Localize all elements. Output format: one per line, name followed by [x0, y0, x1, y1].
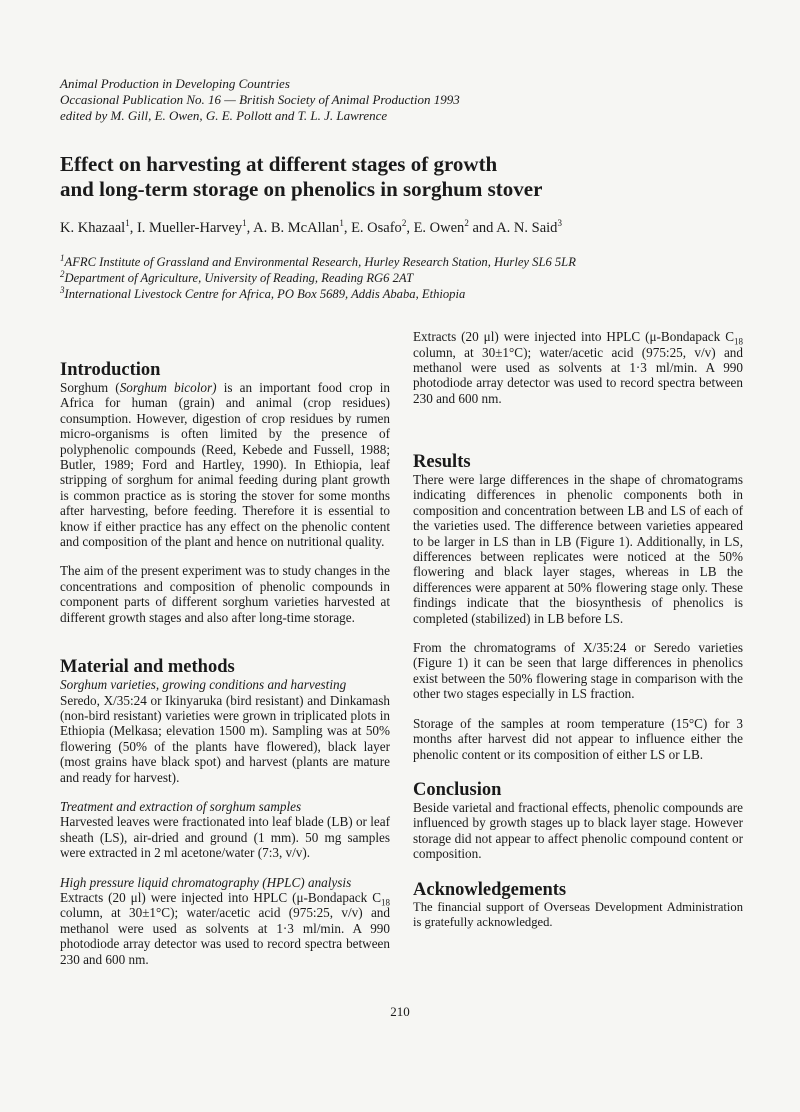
author: E. Osafo$^2$, [351, 218, 414, 236]
title-line: and long-term storage on phenolics in sorghum stover [60, 177, 543, 201]
publication-header [60, 76, 460, 124]
author: I. Mueller-Harvey$^1$, [136, 218, 254, 236]
affiliation: $^2$Department of Agriculture, University of Reading, Reading RG6 2AT [60, 268, 414, 285]
title-line: Effect on harvesting at different stages of growth [60, 152, 498, 176]
header-line: Animal Production in Developing Countries [60, 76, 290, 91]
results-paragraph: There were large differences in the shape of chromatograms indicating differences in phenolic components both in composition and concentration between LB and LS of each of the varieties used. The difference between varieties appeared to be larger in LS than in LB (Figure 1). Additionally, in LS, differences between replicates were noticed at the 50% flowering and black layer stages, whereas in LB the differences were apparent at 50% flowering stage only. These findings indicate that the biosynthesis of phenolics is completed (stabilized) in LB before LS. [413, 472, 743, 626]
affiliation: $^1$AFRC Institute of Grassland and Environmental Research, Hurley Research Station, Hurley SL6 5LR [60, 252, 576, 269]
results-paragraph: From the chromatograms of X/35:24 or Seredo varieties (Figure 1) it can be seen that large differences in phenolics exist between the 50% flowering stage in comparison with the other two stages especially in LS fraction. [413, 640, 743, 702]
results-paragraph: Storage of the samples at room temperature (15°C) for 3 months after harvest did not appear to influence either the phenolic content or its composition of either LS or LB. [413, 715, 743, 762]
introduction-paragraph: Sorghum (Sorghum bicolor) is an important food crop in Africa for human (grain) and animal (crop residues) consumption. However, digestion of crop residues by rumen micro-organisms is often limited by the presence of polyphenolic compounds (Reed, Kebede and Fussell, 1988; Butler, 1989; Ford and Hartley, 1990). In Ethiopia, leaf stripping of sorghum for animal feeding during plant growth is common practice as is storing the stover for some months after harvesting, before feeding. Therefore it is essential to know if either practice has any effect on the phenolic content and composition of the plant and hence on nutritional quality. [60, 380, 390, 550]
acknowledgements-heading: Acknowledgements [413, 879, 567, 900]
affiliation: $^3$International Livestock Centre for Africa, PO Box 5689, Addis Ababa, Ethiopia [60, 284, 466, 301]
page-number: 210 [390, 1004, 410, 1019]
left-column [60, 360, 390, 1000]
methods-subheading: High pressure liquid chromatography (HPLC) analysis [60, 874, 352, 890]
methods-paragraph: Seredo, X/35:24 or Ikinyaruka (bird resistant) and Dinkamash (non-bird resistant) varieties were grown in triplicated plots in Ethiopia (Melkasa; elevation 1500 m). Sampling was at 50% flowering (50% of the plants have flowered), black layer (most grains have black spot) and harvest (plants are mature and ready for harvest). [60, 692, 390, 785]
methods-subheading: Sorghum varieties, growing conditions and harvesting [60, 677, 347, 693]
results-heading: Results [413, 452, 471, 472]
conclusion-paragraph: Beside varietal and fractional effects, phenolic compounds are influenced by growth stages up to black layer stage. However storage did not appear to affect phenolic compound content or composition. [413, 799, 743, 862]
introduction-heading: Introduction [60, 360, 161, 380]
methods-heading: Material and methods [60, 657, 235, 678]
header-line: Occasional Publication No. 16 — British Society of Animal Production 1993 [60, 92, 460, 107]
right-column [413, 329, 743, 930]
paper-title [60, 152, 700, 202]
author: K. Khazaal$^1$, [60, 218, 137, 236]
methods-paragraph-tail: Extracts (20 μl) were injected into HPLC (μ-Bondapack $C_{18}$ column, at 30±1°C); water/acetic acid (975:25, v/v) and methanol were used as solvents at 1·3 ml/min. A 990 photodiode array detector was used to record spectra between 230 and 600 nm. [413, 329, 743, 406]
conclusion-heading: Conclusion [413, 779, 502, 800]
methods-paragraph-continued: Extracts (20 μl) were injected into HPLC (μ-Bondapack $C_{18}$ column, at 30±1°C); water/acetic acid (975:25, v/v) and methanol were used as solvents at 1·3 ml/min. A 990 photodiode array detector was used to record spectra between 230 and 600 nm. [60, 889, 390, 967]
methods-subheading: Treatment and extraction of sorghum samples [60, 798, 302, 814]
affiliations [60, 254, 576, 302]
introduction-paragraph: The aim of the present experiment was to study changes in the concentrations and composition of phenolic compounds in component parts of different sorghum varieties harvested at different growth stages and also after long-time storage. [60, 563, 390, 625]
author: A. N. Said$^3$ [496, 218, 562, 236]
methods-paragraph: Harvested leaves were fractionated into leaf blade (LB) or leaf sheath (LS), air-dried and ground (1 mm). 50 mg samples were extracted in 2 ml acetone/water (7:3, v/v). [60, 814, 390, 861]
author-list [60, 220, 562, 237]
header-line: edited by M. Gill, E. Owen, G. E. Pollott and T. L. J. Lawrence [60, 108, 388, 123]
acknowledgements-paragraph: The financial support of Overseas Development Administration is gratefully acknowledged. [413, 899, 743, 929]
author: A. B. McAllan$^1$, [253, 218, 352, 236]
author: E. Owen$^2$ and [413, 218, 497, 236]
